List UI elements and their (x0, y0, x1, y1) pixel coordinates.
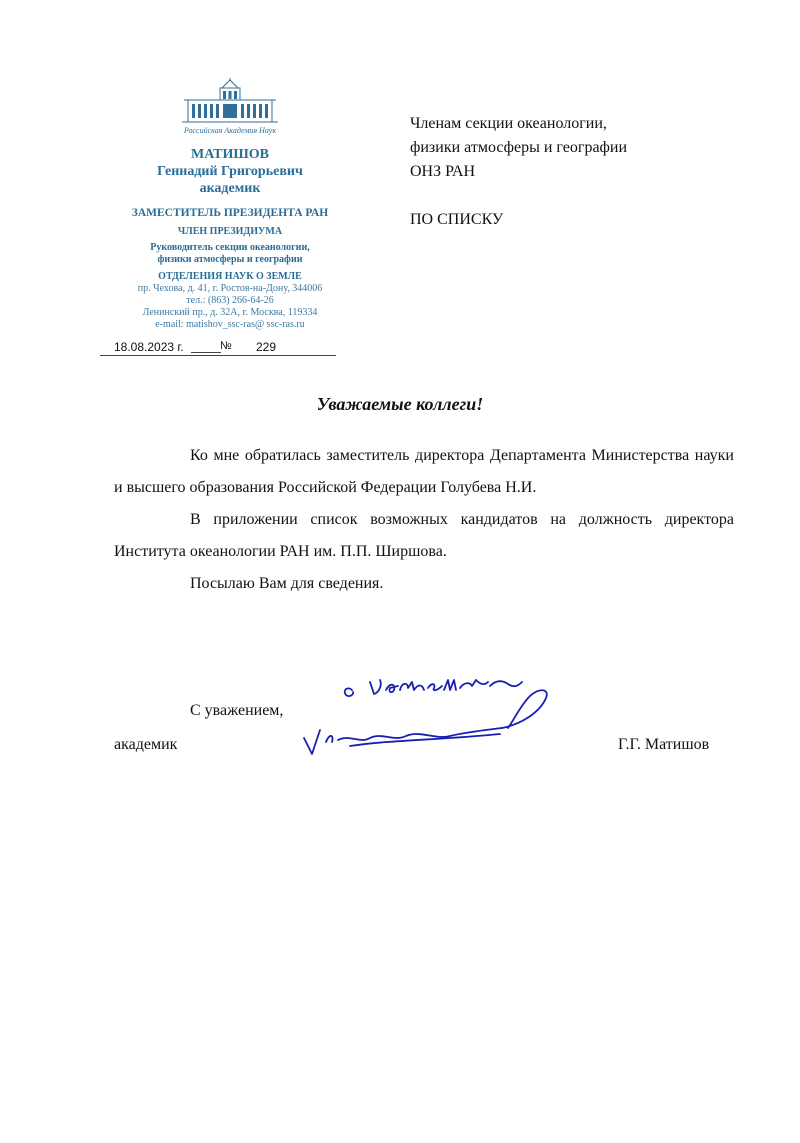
letterhead-section-line1: Руководитель секции океанологии, (150, 242, 310, 253)
addressee-block (410, 112, 710, 232)
body-paragraph-1: Ко мне обратилась заместитель директора Департамента Министерства науки и высшего образования Российской Федерации Голубева Н.И. (114, 447, 734, 496)
addressee-line2: физики атмосферы и географии (410, 139, 628, 156)
letterhead-rank: академик (199, 181, 261, 196)
addressee-line3: ОНЗ РАН (410, 163, 476, 180)
registration-number: 229 (256, 340, 277, 354)
closing-regards: С уважением, (190, 702, 284, 719)
letterhead-given-names: Геннадий Григорьевич (157, 164, 303, 179)
letter-body (114, 440, 734, 600)
letterhead-presidium: ЧЛЕН ПРЕЗИДИУМА (177, 226, 283, 237)
letterhead (100, 78, 360, 331)
letterhead-section-line2: физики атмосферы и географии (157, 254, 303, 265)
body-paragraph-2: В приложении список возможных кандидатов на должность директора Института океанологии РАН им. П.П. Ширшова. (114, 511, 734, 560)
logo-caption: Российская Академия Наук (183, 126, 277, 135)
registration-line (100, 337, 336, 356)
letterhead-email: e-mail: matishov_ssc-ras@ ssc-ras.ru (155, 319, 305, 330)
academy-building-logo (170, 78, 290, 136)
letterhead-address1: пр. Чехова, д. 41, г. Ростов-на-Дону, 344006 (137, 283, 323, 294)
letterhead-address2: Ленинский пр., д. 32А, г. Москва, 119334 (142, 307, 318, 318)
registration-divider (191, 352, 221, 353)
body-paragraph-3: Посылаю Вам для сведения. (190, 575, 384, 592)
signer-name: Г.Г. Матишов (618, 736, 710, 753)
salutation: Уважаемые коллеги! (316, 394, 484, 414)
addressee-line1: Членам секции океанологии, (410, 115, 607, 132)
letterhead-department: ОТДЕЛЕНИЯ НАУК О ЗЕМЛЕ (158, 271, 302, 282)
letterhead-surname: МАТИШОВ (191, 147, 269, 162)
signer-title: академик (114, 736, 178, 753)
handwritten-signature (290, 668, 560, 768)
registration-date: 18.08.2023 г. (114, 340, 184, 354)
letterhead-position: ЗАМЕСТИТЕЛЬ ПРЕЗИДЕНТА РАН (131, 207, 329, 219)
registration-number-label: № (220, 340, 232, 352)
addressee-list: ПО СПИСКУ (410, 211, 504, 228)
letterhead-phone: тел.: (863) 266-64-26 (186, 295, 274, 306)
